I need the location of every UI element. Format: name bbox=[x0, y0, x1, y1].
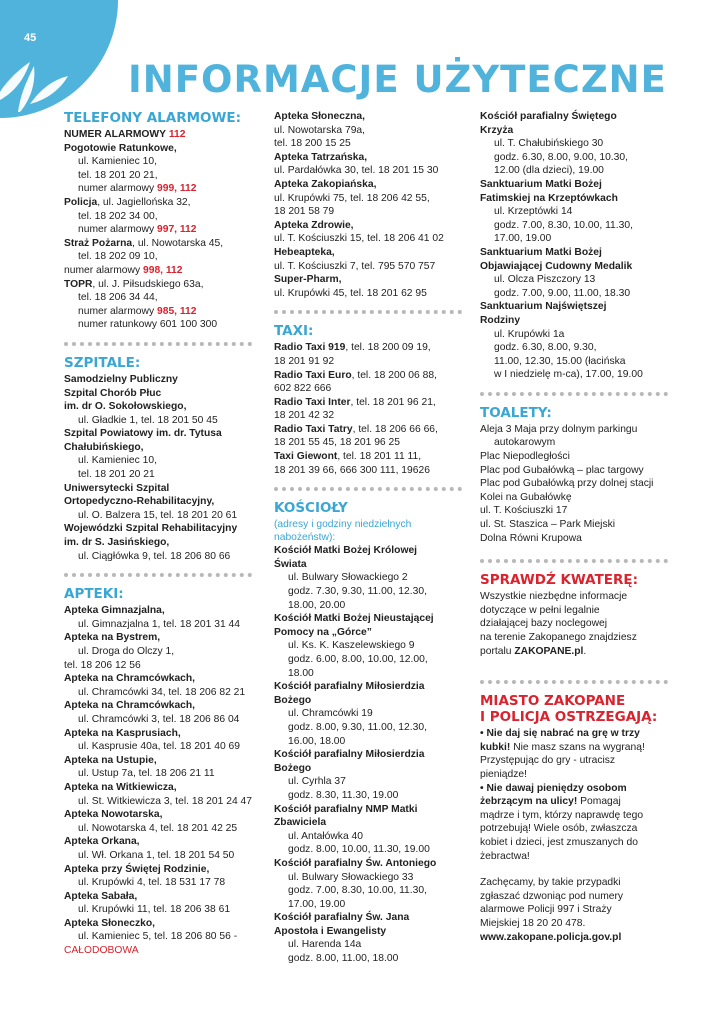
alarm-line: numer ratunkowy 601 100 300 bbox=[78, 319, 218, 331]
text: portalu bbox=[480, 645, 515, 657]
label: Straż Pożarna bbox=[64, 237, 133, 249]
hospital-name: Ortopedyczno-Rehabilitacyjny, bbox=[64, 496, 215, 508]
church-hours: godz. 6.30, 8.00, 9.30, bbox=[494, 342, 597, 354]
church-address: ul. Krupówki 1a bbox=[494, 328, 565, 340]
churches-subtitle: nabożeństw): bbox=[274, 532, 336, 544]
taxi-phone: 18 201 55 45, 18 201 96 25 bbox=[274, 437, 400, 449]
hospital-address: ul. Ciągłówka 9, tel. 18 206 80 66 bbox=[78, 550, 231, 562]
church-name: Fatimskiej na Krzeptówkach bbox=[480, 192, 618, 204]
church-name: Sanktuarium Najświętszej bbox=[480, 301, 607, 313]
taxi-phone: 602 822 666 bbox=[274, 383, 332, 395]
toilet-location: Dolna Równi Krupowa bbox=[480, 532, 582, 544]
taxi-phone: , tel. 18 200 06 88, bbox=[351, 369, 437, 381]
divider bbox=[64, 342, 252, 347]
alarm-heading: TELEFONY ALARMOWE: bbox=[64, 110, 242, 126]
taxi-line bbox=[274, 396, 470, 410]
text: kubki! bbox=[480, 741, 511, 753]
taxi-name: Taxi Giewont bbox=[274, 451, 338, 463]
church-address: ul. Bulwary Słowackiego 2 bbox=[288, 572, 408, 584]
pharmacies-continued bbox=[274, 110, 470, 300]
label: numer alarmowy bbox=[78, 224, 155, 236]
hospitals-section bbox=[64, 355, 264, 563]
church-name: Kościół parafialny Świętego bbox=[480, 111, 617, 122]
emergency-number: 997, 112 bbox=[156, 224, 197, 236]
church-hours: 12.00 (dla dzieci), 19.00 bbox=[494, 165, 604, 177]
church-hours: godz. 6.00, 8.00, 10.00, 12.00, bbox=[288, 654, 428, 665]
alarm-line: Pogotowie Ratunkowe, bbox=[64, 142, 177, 154]
pharmacy-address: ul. T. Kościuszki 15, tel. 18 206 41 02 bbox=[274, 233, 444, 245]
church-hours: 16.00, 18.00 bbox=[288, 735, 346, 747]
pharmacy-name: Apteka przy Świętej Rodzinie, bbox=[64, 863, 210, 875]
lodging-heading: SPRAWDŹ KWATERĘ: bbox=[480, 572, 639, 589]
church-name: Sanktuarium Matki Bożej bbox=[480, 178, 602, 190]
alarm-line bbox=[64, 264, 264, 278]
pharmacy-name: Apteka Zdrowie, bbox=[274, 219, 354, 231]
pharmacy-name: Apteka Orkana, bbox=[64, 836, 140, 848]
toilets-heading: TOALETY: bbox=[480, 404, 552, 421]
warning-text: żebractwa! bbox=[480, 850, 530, 862]
police-heading: I POLICJA OSTRZEGAJĄ: bbox=[480, 709, 658, 726]
warning-text bbox=[480, 741, 680, 755]
pharmacy-name: Apteka na Ustupie, bbox=[64, 754, 157, 766]
church-hours: godz. 7.30, 9.30, 11.00, 12.30, bbox=[288, 586, 427, 598]
police-warning-section bbox=[480, 693, 680, 944]
church-address: ul. Antałówka 40 bbox=[288, 830, 363, 842]
pharmacy-address: ul. Chramcówki 3, tel. 18 206 86 04 bbox=[78, 713, 240, 725]
taxi-line bbox=[274, 369, 470, 383]
text: Nie masz szans na wygraną! bbox=[510, 741, 645, 753]
pharmacy-address: ul. Krupówki 75, tel. 18 206 42 55, bbox=[274, 192, 430, 204]
warning-text: • Nie daj się nabrać na grę w trzy bbox=[480, 728, 640, 740]
warning-text: • Nie dawaj pieniędzy osobom bbox=[480, 782, 627, 794]
pharmacy-address: ul. St. Witkiewicza 3, tel. 18 201 24 47 bbox=[78, 795, 252, 807]
pharmacy-address: ul. Nowotarska 79a, bbox=[274, 124, 366, 136]
lodging-text: Wszystkie niezbędne informacje bbox=[480, 591, 628, 603]
pharmacy-address: ul. Pardałówka 30, tel. 18 201 15 30 bbox=[274, 165, 439, 177]
pharmacy-address: ul. Ustup 7a, tel. 18 206 21 11 bbox=[78, 768, 215, 780]
church-hours: godz. 6.30, 8.00, 9.00, 10.30, bbox=[494, 151, 628, 163]
column-left bbox=[64, 110, 264, 958]
alarm-line bbox=[64, 196, 264, 210]
church-address: ul. Ks. K. Kaszelewskiego 9 bbox=[288, 640, 415, 652]
church-name: Kościół parafialny Miłosierdzia bbox=[274, 681, 425, 693]
church-name: Bożego bbox=[274, 762, 312, 774]
toilet-location: Aleja 3 Maja przy dolnym parkingu bbox=[480, 423, 638, 435]
alarm-line: tel. 18 206 34 44, bbox=[78, 292, 158, 304]
taxi-phone: , tel. 18 201 96 21, bbox=[350, 396, 436, 408]
church-name: Objawiającej Cudowny Medalik bbox=[480, 260, 633, 272]
taxi-phone: , tel. 18 200 09 19, bbox=[345, 342, 431, 354]
police-website-link[interactable]: www.zakopane.policja.gov.pl bbox=[480, 931, 622, 943]
church-address: ul. Bulwary Słowackiego 33 bbox=[288, 871, 414, 883]
toilet-location: ul. St. Staszica – Park Miejski bbox=[480, 519, 616, 531]
pharmacy-name: Apteka Słoneczna, bbox=[274, 111, 365, 122]
church-name: Apostoła i Ewangelisty bbox=[274, 925, 387, 937]
alarm-line bbox=[64, 223, 264, 237]
pharmacy-24h-label: CAŁODOBOWA bbox=[64, 945, 139, 957]
toilet-location: Kolei na Gubałówkę bbox=[480, 491, 572, 503]
pharmacy-address: ul. Krupówki 45, tel. 18 201 62 95 bbox=[274, 287, 427, 299]
church-address: ul. T. Chałubińskiego 30 bbox=[494, 138, 604, 150]
pharmacy-name: Apteka Nowotarska, bbox=[64, 809, 163, 821]
pharmacy-name: Apteka Gimnazjalna, bbox=[64, 605, 165, 617]
church-name: Kościół Matki Bożej Nieustającej bbox=[274, 613, 434, 625]
taxi-phone: 18 201 42 32 bbox=[274, 410, 335, 422]
pharmacy-name: Apteka na Witkiewicza, bbox=[64, 781, 177, 793]
pharmacy-address: tel. 18 200 15 25 bbox=[274, 138, 351, 150]
church-hours: 18.00, 20.00 bbox=[288, 599, 346, 611]
report-text: zgłaszać dzwoniąc pod numery bbox=[480, 890, 624, 902]
church-hours: w I niedzielę m-ca), 17.00, 19.00 bbox=[494, 369, 643, 381]
church-hours: 17.00, 19.00 bbox=[494, 233, 552, 245]
alarm-line: tel. 18 202 09 10, bbox=[78, 251, 158, 263]
taxi-heading: TAXI: bbox=[274, 323, 314, 340]
divider bbox=[274, 487, 462, 492]
toilets-section bbox=[480, 405, 680, 545]
church-address: ul. Cyrhla 37 bbox=[288, 776, 346, 788]
taxi-line bbox=[274, 341, 470, 355]
warning-text: mądrze i tym, którzy naprawdę tego bbox=[480, 809, 644, 821]
church-hours: godz. 7.00, 8.30, 10.00, 11.30, bbox=[494, 219, 633, 231]
divider bbox=[480, 680, 668, 685]
hospital-address: ul. Gładkie 1, tel. 18 201 50 45 bbox=[78, 414, 218, 426]
taxi-section bbox=[274, 323, 470, 477]
emergency-number: 998, 112 bbox=[142, 264, 183, 276]
taxi-line bbox=[274, 423, 470, 437]
hospital-name: im. dr O. Sokołowskiego, bbox=[64, 401, 187, 413]
column-middle bbox=[274, 110, 470, 966]
church-hours: godz. 8.00, 10.00, 11.30, 19.00 bbox=[288, 844, 430, 856]
church-name: Krzyża bbox=[480, 124, 514, 136]
church-name: Rodziny bbox=[480, 314, 521, 326]
churches-section bbox=[274, 500, 470, 965]
toilet-location: Plac Niepodległości bbox=[480, 451, 570, 463]
pharmacy-name: Apteka na Chramcówkach, bbox=[64, 700, 196, 712]
hospital-name: Wojewódzki Szpital Rehabilitacyjny bbox=[64, 523, 238, 535]
church-name: Bożego bbox=[274, 694, 312, 706]
label: numer alarmowy bbox=[78, 183, 155, 195]
church-hours: godz. 8.00, 9.30, 11.00, 12.30, bbox=[288, 721, 427, 733]
toilet-location: ul. T. Kościuszki 17 bbox=[480, 505, 568, 517]
hospital-name: Uniwersytecki Szpital bbox=[64, 482, 170, 494]
alarm-line bbox=[64, 305, 264, 319]
taxi-line bbox=[274, 450, 470, 464]
pharmacies-section bbox=[64, 586, 264, 957]
alarm-line bbox=[64, 237, 264, 251]
church-name: Kościół parafialny Św. Antoniego bbox=[274, 857, 437, 869]
church-address: ul. Olcza Piszczory 13 bbox=[494, 274, 596, 286]
toilet-location: Plac pod Gubałówką przy dolnej stacji bbox=[480, 478, 654, 490]
pharmacy-address: ul. Krupówki 11, tel. 18 206 38 61 bbox=[78, 904, 231, 916]
label: TOPR bbox=[64, 278, 93, 290]
pharmacy-address: 18 201 58 79 bbox=[274, 206, 335, 218]
church-name: Świata bbox=[274, 558, 307, 570]
alarm-line bbox=[64, 278, 264, 292]
pharmacy-address: ul. Nowotarska 4, tel. 18 201 42 25 bbox=[78, 822, 238, 834]
church-name: Pomocy na „Górce” bbox=[274, 626, 372, 638]
taxi-name: Radio Taxi 919 bbox=[274, 342, 346, 354]
pharmacy-name: Apteka na Bystrem, bbox=[64, 632, 161, 644]
pharmacy-address: ul. Chramcówki 34, tel. 18 206 82 21 bbox=[78, 686, 246, 698]
church-address: ul. Harenda 14a bbox=[288, 939, 362, 951]
address: , ul. Nowotarska 45, bbox=[132, 237, 224, 249]
church-address: ul. Krzeptówki 14 bbox=[494, 206, 573, 218]
page-number: 45 bbox=[24, 32, 37, 44]
warning-text: Przystępując do gry - utracisz bbox=[480, 755, 616, 767]
pharmacy-name: Apteka Słoneczko, bbox=[64, 917, 155, 929]
text: Pomagaj bbox=[577, 796, 621, 808]
address: , ul. Jagiellońska 32, bbox=[97, 196, 191, 208]
hospital-name: Szpital Powiatowy im. dr. Tytusa bbox=[64, 428, 222, 440]
report-text: Miejskiej 18 20 20 478. bbox=[480, 917, 586, 929]
lodging-section bbox=[480, 572, 680, 658]
toilet-location: Plac pod Gubałówką – plac targowy bbox=[480, 464, 644, 476]
pharmacy-name: Apteka Sabała, bbox=[64, 890, 138, 902]
warning-text: pieniądze! bbox=[480, 768, 527, 780]
lodging-text: dotyczące w pełni legalnie bbox=[480, 604, 600, 616]
pharmacy-address: ul. Droga do Olczy 1, bbox=[78, 646, 175, 657]
church-name: Kościół parafialny NMP Matki bbox=[274, 803, 418, 815]
hospital-name: Szpital Chorób Płuc bbox=[64, 387, 162, 399]
alarm-line bbox=[64, 182, 264, 196]
warning-text: kobiet i dzieci, jest zmuszanych do bbox=[480, 836, 638, 848]
divider bbox=[480, 559, 668, 564]
hospital-name: Chałubińskiego, bbox=[64, 441, 144, 453]
hospital-address: tel. 18 201 20 21 bbox=[78, 469, 155, 481]
warning-text bbox=[480, 795, 680, 809]
church-name: Zbawiciela bbox=[274, 817, 327, 829]
alarm-line: tel. 18 201 20 21, bbox=[78, 169, 158, 181]
churches-subtitle: (adresy i godziny niedzielnych bbox=[274, 519, 412, 531]
pharmacy-name: Apteka Tatrzańska, bbox=[274, 151, 368, 163]
hospital-address: ul. Kamieniec 10, bbox=[78, 455, 157, 467]
pharmacy-name: Apteka na Chramcówkach, bbox=[64, 673, 196, 685]
alarm-line: tel. 18 202 34 00, bbox=[78, 210, 158, 222]
address: , ul. J. Piłsudskiego 63a, bbox=[92, 278, 204, 290]
pharmacy-address: ul. Kasprusie 40a, tel. 18 201 40 69 bbox=[78, 741, 241, 753]
churches-continued bbox=[480, 110, 680, 382]
pharmacy-address: ul. Gimnazjalna 1, tel. 18 201 31 44 bbox=[78, 618, 240, 630]
hospital-address: ul. O. Balzera 15, tel. 18 201 20 61 bbox=[78, 509, 238, 521]
taxi-phone: , tel. 18 206 66 66, bbox=[352, 423, 438, 435]
alarm-line: ul. Kamieniec 10, bbox=[78, 156, 157, 168]
church-hours: godz. 8.30, 11.30, 19.00 bbox=[288, 789, 399, 801]
page-title: INFORMACJE UŻYTECZNE bbox=[128, 58, 667, 101]
church-name: Kościół parafialny Miłosierdzia bbox=[274, 749, 425, 761]
emergency-number: 999, 112 bbox=[156, 183, 197, 195]
church-hours: godz. 7.00, 8.30, 10.00, 11.30, bbox=[288, 885, 427, 897]
pharmacy-name: Apteka Zakopiańska, bbox=[274, 178, 377, 190]
pharmacy-address: ul. T. Kościuszki 7, tel. 795 570 757 bbox=[274, 260, 436, 272]
pharmacy-address: ul. Wł. Orkana 1, tel. 18 201 54 50 bbox=[78, 849, 235, 861]
church-address: ul. Chramcówki 19 bbox=[288, 708, 373, 720]
text: . bbox=[583, 645, 587, 657]
taxi-name: Radio Taxi Tatry bbox=[274, 423, 353, 435]
church-hours: godz. 8.00, 11.00, 18.00 bbox=[288, 953, 399, 965]
churches-heading: KOŚCIOŁY bbox=[274, 500, 348, 517]
text: żebrzącym na ulicy! bbox=[480, 796, 578, 808]
pharmacy-name: Super-Pharm, bbox=[274, 274, 342, 286]
pharmacies-heading: APTEKI: bbox=[64, 586, 124, 603]
taxi-phone: , tel. 18 201 11 11, bbox=[337, 451, 422, 463]
warning-text: potrzebują! Wiele osób, zwłaszcza bbox=[480, 823, 638, 835]
report-text: alarmowe Policji 997 i Straży bbox=[480, 904, 612, 916]
alarm-line bbox=[64, 128, 264, 142]
church-hours: 18.00 bbox=[288, 667, 314, 679]
emergency-number: 112 bbox=[168, 129, 186, 140]
pharmacy-address: tel. 18 206 12 56 bbox=[64, 659, 141, 671]
divider bbox=[480, 392, 668, 397]
label: Policja bbox=[64, 196, 98, 208]
pharmacy-address: ul. Kamieniec 5, tel. 18 206 80 56 - bbox=[78, 931, 238, 943]
taxi-phone: 18 201 39 66, 666 300 111, 19626 bbox=[274, 464, 430, 476]
label: numer alarmowy bbox=[78, 305, 155, 317]
church-name: Kościół parafialny Św. Jana bbox=[274, 912, 410, 924]
taxi-name: Radio Taxi Inter bbox=[274, 396, 351, 408]
column-right bbox=[480, 110, 680, 944]
lodging-text bbox=[480, 645, 680, 659]
lodging-text: na terenie Zakopanego znajdziesz bbox=[480, 632, 637, 643]
police-heading: MIASTO ZAKOPANE bbox=[480, 693, 626, 710]
portal-link[interactable]: ZAKOPANE.pl bbox=[514, 645, 584, 657]
divider bbox=[64, 573, 252, 578]
church-hours: 11.00, 12.30, 15.00 (łacińska bbox=[494, 355, 626, 367]
pharmacy-name: Hebeapteka, bbox=[274, 246, 335, 258]
emergency-number: 985, 112 bbox=[156, 305, 197, 317]
toilet-location: autokarowym bbox=[494, 437, 556, 449]
report-text: Zachęcamy, by takie przypadki bbox=[480, 877, 621, 889]
pharmacy-name: Apteka na Kasprusiach, bbox=[64, 727, 181, 739]
label: numer alarmowy bbox=[64, 264, 141, 276]
taxi-name: Radio Taxi Euro bbox=[274, 369, 352, 381]
taxi-phone: 18 201 91 92 bbox=[274, 355, 335, 367]
label: NUMER ALARMOWY bbox=[64, 129, 167, 140]
divider bbox=[274, 310, 462, 315]
church-hours: godz. 7.00, 9.00, 11.00, 18.30 bbox=[494, 287, 631, 299]
hospitals-heading: SZPITALE: bbox=[64, 354, 141, 371]
lodging-text: działającej bazy noclegowej bbox=[480, 618, 608, 630]
church-name: Sanktuarium Matki Bożej bbox=[480, 246, 602, 258]
hospital-name: im. dr S. Jasińskiego, bbox=[64, 537, 170, 549]
pharmacy-address: ul. Krupówki 4, tel. 18 531 17 78 bbox=[78, 877, 226, 889]
hospital-name: Samodzielny Publiczny bbox=[64, 373, 178, 385]
church-hours: 17.00, 19.00 bbox=[288, 898, 346, 910]
alarm-section bbox=[64, 110, 264, 332]
church-name: Kościół Matki Bożej Królowej bbox=[274, 545, 418, 557]
